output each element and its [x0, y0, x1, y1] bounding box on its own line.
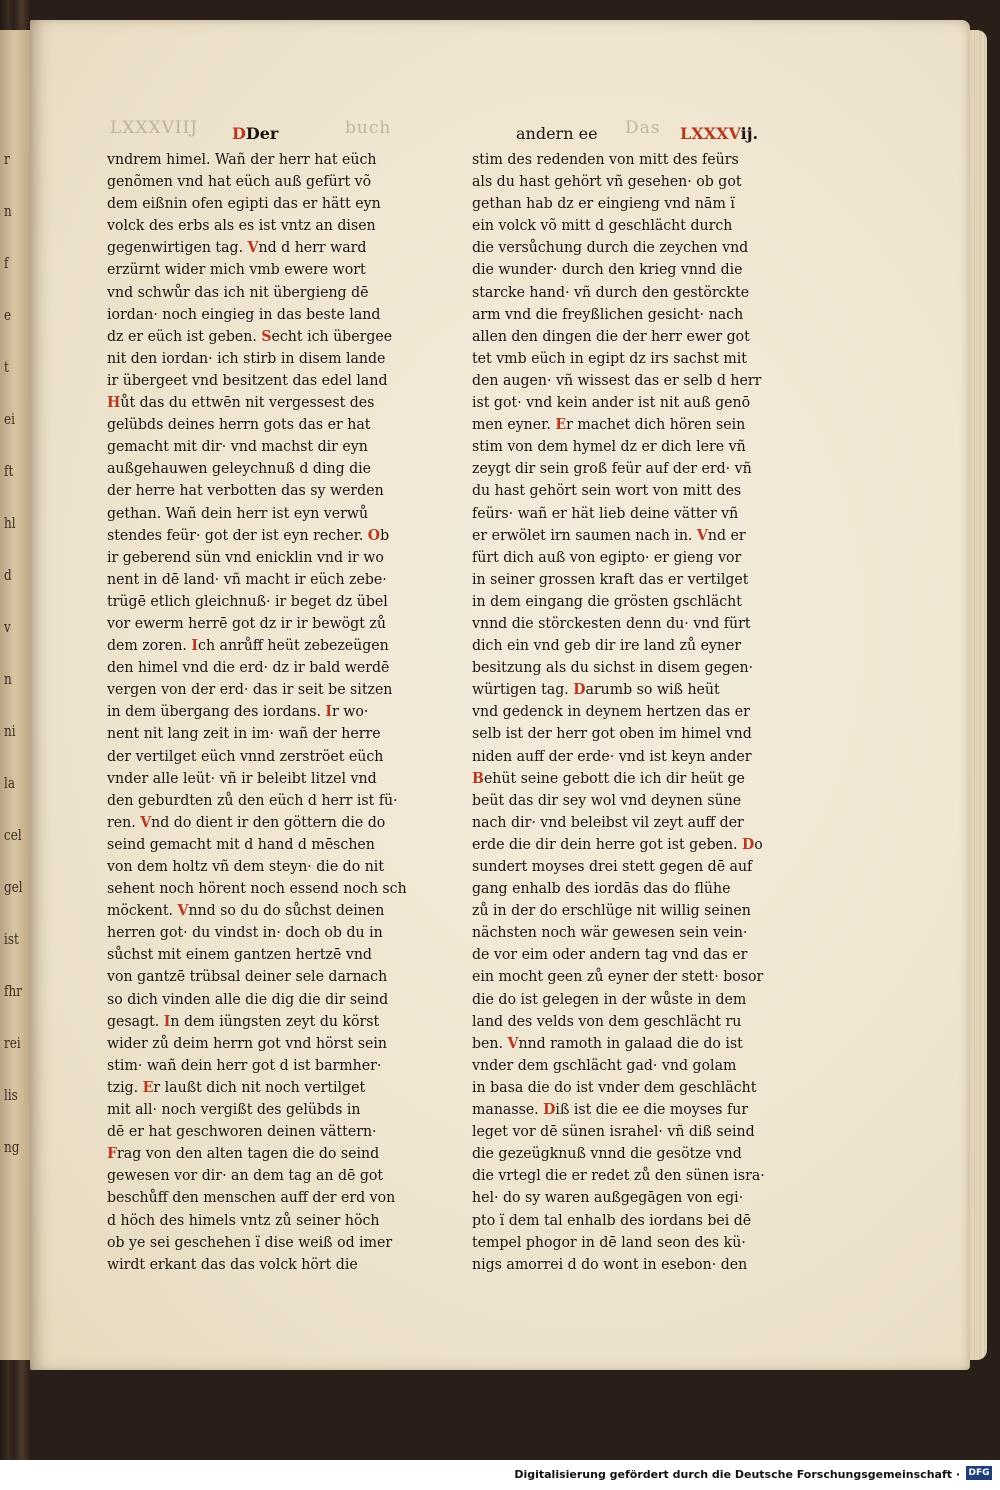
right-column-line: die do ist gelegen in der wůste in dem — [472, 989, 747, 1008]
rubricated-initial: D — [543, 1100, 556, 1119]
rubricated-initial: I — [163, 1011, 171, 1030]
left-column-line: so dich vinden alle die dig die dir seind — [107, 989, 389, 1008]
left-column-line: dz er eüch ist geben. Secht ich übergee — [107, 326, 393, 345]
facing-page-fragment: ni — [4, 722, 16, 740]
left-column-line: in dem übergang des iordans. Ir wo· — [107, 702, 369, 721]
left-column-line: von gantzē trübsal deiner sele darnach — [107, 967, 388, 986]
right-column-line: feürs· wañ er hät lieb deine vätter vñ — [472, 503, 739, 522]
rubricated-initial: V — [696, 525, 708, 544]
left-column-line: dem zoren. Ich anrůff heüt zebezeügen — [107, 636, 389, 655]
left-column-line: erzürnt wider mich vmb ewere wort — [107, 260, 366, 279]
left-column-line: vnd schwůr das ich nit übergieng dē — [107, 282, 369, 301]
running-head-left-text: Der — [245, 124, 279, 143]
funding-credit: Digitalisierung gefördert durch die Deutsche Forschungsgemeinschaft · — [514, 1468, 960, 1481]
left-column-line: genõmen vnd hat eüch auß gefürt võ — [107, 172, 372, 191]
right-column-line: land des velds von dem geschlächt ru — [472, 1011, 742, 1030]
folio-black: ij. — [740, 124, 759, 143]
right-column-line: tempel phogor in dē land seon des kü· — [472, 1232, 746, 1251]
left-column-line: den geburdten zů den eüch d herr ist fü· — [107, 790, 398, 809]
left-column-line: der herre hat verbotten das sy werden — [107, 481, 384, 500]
facing-page-fragment: ft — [4, 462, 14, 480]
show-through-word-2: Das — [625, 118, 661, 138]
rubricated-initial: B — [472, 768, 484, 787]
right-column-line: in seiner grossen kraft das er vertilget — [472, 569, 749, 588]
right-column-line: starcke hand· vñ durch den gestörckte — [472, 282, 750, 301]
left-column-line: Hůt das du ettwēn nit vergessest des — [107, 393, 375, 412]
right-column-line: ein mocht geen zů eyner der stett· bosor — [472, 967, 764, 986]
right-column-line: er erwölet irn saumen nach in. Vnd er — [472, 525, 746, 544]
right-column-line: zeygt dir sein groß feür auf der erd· vñ — [472, 459, 752, 478]
left-column-line: möckent. Vnnd so du do sůchst deinen — [107, 901, 385, 920]
rubricated-initial: I — [325, 702, 333, 721]
left-column-line: ren. Vnd do dient ir den göttern die do — [107, 812, 386, 831]
rubricated-initial: V — [247, 238, 259, 257]
right-column-line: erde die dir dein herre got ist geben. Do — [472, 834, 763, 853]
left-column-line: seind gemacht mit d hand d mēschen — [107, 834, 375, 853]
left-column-line: tzig. Er laußt dich nit noch vertilget — [107, 1077, 366, 1096]
running-head-left — [232, 124, 278, 143]
facing-page-fragment: la — [4, 774, 15, 792]
left-column-line: außgehauwen geleychnuß d ding die — [107, 459, 372, 478]
left-column-line: nit den iordan· ich stirb in disem lande — [107, 348, 386, 367]
facing-page-fragment: v — [4, 618, 11, 636]
facing-page-fragment: n — [4, 670, 12, 688]
right-column-line: ein volck võ mitt d geschlächt durch — [472, 216, 733, 235]
left-column-line: herren got· du vindst in· doch ob du in — [107, 923, 383, 942]
right-column-line: leget vor dē sünen israhel· vñ diß seind — [472, 1122, 755, 1141]
facing-page-fragment: d — [4, 566, 12, 584]
right-column-line: manasse. Diß ist die ee die moyses fur — [472, 1100, 749, 1119]
left-column-line: stim· wañ dein herr got d ist barmher· — [107, 1055, 382, 1074]
right-column-line: tet vmb eüch in egipt dz irs sachst mit — [472, 348, 747, 367]
right-column-line: allen den dingen die der herr ewer got — [472, 326, 750, 345]
right-column-line: fürt dich auß von egipto· er gieng vor — [472, 547, 742, 566]
right-column-line: Behüt seine gebott die ich dir heüt ge — [472, 768, 745, 787]
facing-page-fragment: rei — [4, 1034, 21, 1052]
dfg-logo: DFG — [966, 1466, 992, 1480]
rubricated-initial: O — [367, 525, 381, 544]
left-column-line: gelübds deines herrn gots das er hat — [107, 415, 371, 434]
right-column-line: vnder dem gschlächt gad· vnd golam — [472, 1055, 737, 1074]
left-column-line: der vertilget eüch vnnd zerströet eüch — [107, 746, 384, 765]
facing-page-fragment: e — [4, 306, 12, 324]
folio-number — [680, 124, 758, 143]
left-column-line: iordan· noch eingieg in das beste land — [107, 304, 381, 323]
left-column-line: volck des erbs als es ist vntz an disen — [107, 216, 376, 235]
left-column-line: sehent noch hörent noch essend noch sch — [107, 879, 407, 898]
left-column-line: nent in dē land· vñ macht ir eüch zebe· — [107, 569, 387, 588]
rubricated-initial: D — [573, 680, 586, 699]
facing-page-fragment: r — [4, 150, 10, 168]
left-column-line: vor ewerm herrē got dz ir ir bewögt zů — [107, 613, 386, 632]
right-column-line: stim des redenden von mitt des feürs — [472, 150, 739, 168]
text-column-right — [472, 148, 787, 1275]
facing-page-fragment: gel — [4, 878, 23, 896]
right-column-line: die versůchung durch die zeychen vnd — [472, 238, 749, 257]
running-head-center: andern ee — [516, 124, 598, 143]
facing-page-fragment: n — [4, 202, 12, 220]
rubricated-initial: V — [140, 812, 152, 831]
facing-page-fragment: ei — [4, 410, 15, 428]
right-column-line: hel· do sy waren außgegāgen von egi· — [472, 1188, 744, 1207]
left-column-line: mit all· noch vergißt des gelübds in — [107, 1100, 361, 1119]
left-column-line: ob ye sei geschehen ï dise weiß od imer — [107, 1232, 393, 1251]
facing-page-fragment: f — [4, 254, 9, 272]
left-column-line: gegenwirtigen tag. Vnd d herr ward — [107, 238, 367, 257]
right-column-line: nach dir· vnd beleibst vil zeyt auff der — [472, 812, 744, 831]
right-column-line: gang enhalb des iordās das do flühe — [472, 879, 731, 898]
right-column-line: die gezeügknuß vnnd die gesötze vnd — [472, 1144, 742, 1163]
left-column-line: dem eißnin ofen egipti das er hätt eyn — [107, 194, 381, 213]
right-column-line: niden auff der erde· vnd ist keyn ander — [472, 746, 752, 765]
right-column-line: die vrtegl die er redet zů den sünen isra· — [472, 1166, 765, 1185]
rubricated-initial: E — [555, 415, 567, 434]
rubricated-initial: D — [742, 834, 755, 853]
rubricated-initial: V — [507, 1033, 519, 1052]
right-column-line: men eyner. Er machet dich hören sein — [472, 415, 746, 434]
right-column-line: nigs amorrei d do wont in esebon· den — [472, 1254, 748, 1273]
right-column-line: als du hast gehört vñ gesehen· ob got — [472, 172, 742, 191]
left-column-line: stendes feür· got der ist eyn recher. Ob — [107, 525, 390, 544]
left-column-line: gethan. Wañ dein herr ist eyn verwů — [107, 503, 369, 522]
right-column-line: besitzung als du sichst in disem gegen· — [472, 658, 754, 677]
right-column-line: ist got· vnd kein ander ist nit auß genō — [472, 393, 751, 412]
rubricated-initial: F — [107, 1144, 118, 1163]
right-column-line: nächsten noch wär gewesen sein vein· — [472, 923, 748, 942]
left-column-line: ir geberend sün vnd enicklin vnd ir wo — [107, 547, 384, 566]
show-through-word: buch — [345, 118, 392, 138]
show-through-folio: LXXXVIIJ — [110, 118, 199, 138]
left-column-line: gewesen vor dir· an dem tag an dē got — [107, 1166, 384, 1185]
right-column-line: in basa die do ist vnder dem geschlächt — [472, 1077, 757, 1096]
right-column-line: zů in der do erschlüge nit willig seinen — [472, 901, 751, 920]
left-column-line: gemacht mit dir· vnd machst dir eyn — [107, 437, 368, 456]
left-column-line: vnder alle leüt· vñ ir beleibt litzel vnd — [107, 768, 377, 787]
left-column-line: beschůff den menschen auff der erd von — [107, 1188, 396, 1207]
facing-page-fragment: ist — [4, 930, 19, 948]
right-column-line: du hast gehört sein wort von mitt des — [472, 481, 742, 500]
right-column-line: pto ï dem tal enhalb des iordans bei dē — [472, 1210, 752, 1229]
left-column-line: dē er hat geschworen deinen vättern· — [107, 1122, 377, 1141]
left-column-line: sůchst mit einem gantzen hertzē vnd — [107, 945, 372, 964]
running-head-initial: D — [232, 124, 246, 143]
left-column-line: den himel vnd die erd· dz ir bald werdē — [107, 658, 390, 677]
facing-page-fragment: t — [4, 358, 9, 376]
rubricated-initial: I — [191, 636, 199, 655]
left-column-line: wirdt erkant das das volck hört die — [107, 1254, 358, 1273]
right-column-line: de vor eim oder andern tag vnd das er — [472, 945, 748, 964]
facing-page-fragment: hl — [4, 514, 16, 532]
facing-page-fragment: cel — [4, 826, 22, 844]
right-column-line: den augen· vñ wissest das er selb d herr — [472, 370, 762, 389]
facing-page-fragment: lis — [4, 1086, 18, 1104]
left-column-line: vndrem himel. Wañ der herr hat eüch — [107, 150, 377, 168]
right-column-line: vnnd die störckesten denn du· vnd fürt — [472, 613, 751, 632]
left-column-line: nent nit lang zeit in im· wañ der herre — [107, 724, 381, 743]
right-column-line: in dem eingang die grösten gschlächt — [472, 591, 742, 610]
facing-page-fragment: ng — [4, 1138, 20, 1156]
right-column-line: die wunder· durch den krieg vnnd die — [472, 260, 743, 279]
facing-page-fragment: fhr — [4, 982, 22, 1000]
right-column-line: selb ist der herr got oben im himel vnd — [472, 724, 752, 743]
rubricated-initial: S — [261, 326, 272, 345]
left-column-line: von dem holtz vñ dem steyn· die do nit — [107, 857, 385, 875]
rubricated-initial: H — [107, 393, 121, 412]
rubricated-initial: V — [177, 901, 189, 920]
left-column-line: d höch des himels vntz zů seiner höch — [107, 1210, 380, 1229]
right-column-line: vnd gedenck in deynem hertzen das er — [472, 702, 750, 721]
left-column-line: vergen von der erd· das ir seit be sitzen — [107, 680, 393, 699]
folio-red: LXXXV — [680, 124, 741, 143]
right-column-line: stim von dem hymel dz er dich lere vñ — [472, 437, 746, 456]
text-column-left — [107, 148, 417, 1275]
left-column-line: trügē etlich gleichnuß· ir beget dz übel — [107, 591, 388, 610]
right-column-line: dich ein vnd geb dir ire land zů eyner — [472, 636, 742, 655]
left-column-line: wider zů deim herrn got vnd hörst sein — [107, 1033, 387, 1052]
right-column-line: gethan hab dz er eingieng vnd nām ï — [472, 194, 735, 213]
left-column-line: Frag von den alten tagen die do seind — [107, 1144, 380, 1163]
left-column-line: ir übergeet vnd besitzent das edel land — [107, 370, 388, 389]
right-column-line: arm vnd die freyßlichen gesicht· nach — [472, 304, 744, 323]
rubricated-initial: E — [142, 1077, 154, 1096]
right-column-line: ben. Vnnd ramoth in galaad die do ist — [472, 1033, 743, 1052]
right-column-line: beüt das dir sey wol vnd deynen süne — [472, 790, 742, 809]
left-column-line: gesagt. In dem iüngsten zeyt du körst — [107, 1011, 380, 1030]
right-column-line: sundert moyses drei stett gegen dē auf — [472, 857, 753, 875]
right-column-line: würtigen tag. Darumb so wiß heüt — [472, 680, 720, 699]
